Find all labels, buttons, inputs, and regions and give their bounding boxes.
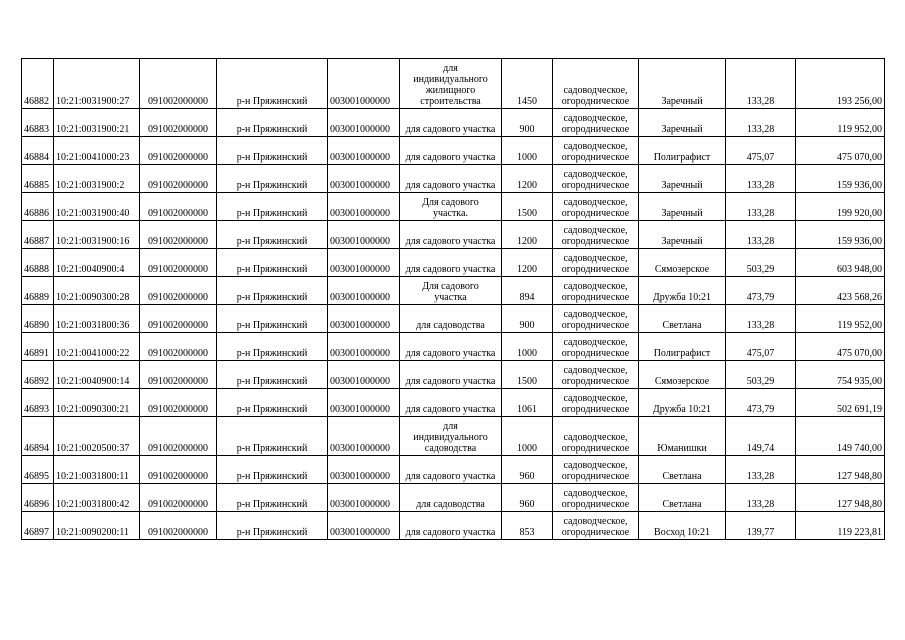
oktmo-code-cell: 091002000000 — [140, 277, 217, 305]
area-value-cell: 1200 — [502, 249, 553, 277]
table-row — [22, 165, 885, 193]
permitted-use-line: для садового участка — [405, 180, 496, 191]
cadastral-number-cell: 10:21:0041000:23 — [54, 137, 140, 165]
permitted-use-line: для садового участка — [405, 404, 496, 415]
area-value-cell: 853 — [502, 512, 553, 540]
land-category-cell — [553, 389, 639, 417]
permitted-use-line: для садового участка — [405, 376, 496, 387]
district-name-cell: р-н Пряжинский — [217, 512, 328, 540]
land-category-cell — [553, 512, 639, 540]
land-category-cell — [553, 59, 639, 109]
land-category-cell — [553, 193, 639, 221]
area-value-cell: 1000 — [502, 333, 553, 361]
cadastral-value-cell: 119 952,00 — [796, 305, 885, 333]
area-value-cell: 1450 — [502, 59, 553, 109]
kladr-code-cell: 003001000000 — [328, 361, 400, 389]
table-row — [22, 221, 885, 249]
land-category-cell — [553, 361, 639, 389]
land-category-cell — [553, 417, 639, 456]
oktmo-code-cell: 091002000000 — [140, 456, 217, 484]
cadastral-number-cell: 10:21:0031900:2 — [54, 165, 140, 193]
cadastral-number-cell: 10:21:0031900:21 — [54, 109, 140, 137]
land-category-line: садоводческое, — [563, 516, 628, 527]
permitted-use-line: индивидуального — [413, 432, 488, 443]
specific-rate-cell: 133,28 — [726, 456, 796, 484]
table-row — [22, 333, 885, 361]
land-category-line: садоводческое, — [563, 169, 628, 180]
settlement-name-cell: Светлана — [639, 305, 726, 333]
specific-rate-cell: 475,07 — [726, 137, 796, 165]
permitted-use-cell — [400, 361, 502, 389]
specific-rate-cell: 133,28 — [726, 165, 796, 193]
oktmo-code-cell: 091002000000 — [140, 221, 217, 249]
permitted-use-line: участка. — [433, 208, 468, 219]
cadastral-value-cell: 119 952,00 — [796, 109, 885, 137]
land-category-line: садоводческое, — [563, 488, 628, 499]
district-name-cell: р-н Пряжинский — [217, 109, 328, 137]
row-number-cell: 46883 — [22, 109, 54, 137]
permitted-use-line: для садоводства — [416, 499, 485, 510]
land-category-line: огородническое — [561, 443, 630, 454]
specific-rate-cell: 503,29 — [726, 249, 796, 277]
land-category-cell — [553, 249, 639, 277]
specific-rate-cell: 473,79 — [726, 389, 796, 417]
row-number-cell: 46895 — [22, 456, 54, 484]
kladr-code-cell: 003001000000 — [328, 137, 400, 165]
area-value-cell: 1200 — [502, 221, 553, 249]
cadastral-value-cell: 603 948,00 — [796, 249, 885, 277]
area-value-cell: 960 — [502, 456, 553, 484]
district-name-cell: р-н Пряжинский — [217, 456, 328, 484]
land-category-line: садоводческое, — [563, 337, 628, 348]
kladr-code-cell: 003001000000 — [328, 484, 400, 512]
table-row — [22, 59, 885, 109]
permitted-use-line: для садового участка — [405, 264, 496, 275]
area-value-cell: 900 — [502, 305, 553, 333]
settlement-name-cell: Полиграфист — [639, 333, 726, 361]
kladr-code-cell: 003001000000 — [328, 389, 400, 417]
row-number-cell: 46897 — [22, 512, 54, 540]
table-row — [22, 277, 885, 305]
settlement-name-cell: Светлана — [639, 484, 726, 512]
cadastral-number-cell: 10:21:0031900:40 — [54, 193, 140, 221]
land-category-line: огородническое — [561, 499, 630, 510]
table-row — [22, 389, 885, 417]
table-row — [22, 249, 885, 277]
settlement-name-cell: Юманишки — [639, 417, 726, 456]
settlement-name-cell: Заречный — [639, 165, 726, 193]
table-row — [22, 137, 885, 165]
permitted-use-cell — [400, 333, 502, 361]
land-category-line: огородническое — [561, 404, 630, 415]
specific-rate-cell: 133,28 — [726, 109, 796, 137]
land-category-line: садоводческое, — [563, 432, 628, 443]
land-category-line: садоводческое, — [563, 85, 628, 96]
cadastral-number-cell: 10:21:0031800:42 — [54, 484, 140, 512]
kladr-code-cell: 003001000000 — [328, 333, 400, 361]
land-category-line: садоводческое, — [563, 460, 628, 471]
permitted-use-line: Для садового — [422, 197, 479, 208]
permitted-use-line: Для садового — [422, 281, 479, 292]
district-name-cell: р-н Пряжинский — [217, 165, 328, 193]
permitted-use-cell — [400, 484, 502, 512]
kladr-code-cell: 003001000000 — [328, 221, 400, 249]
area-value-cell: 1000 — [502, 137, 553, 165]
district-name-cell: р-н Пряжинский — [217, 389, 328, 417]
permitted-use-cell — [400, 193, 502, 221]
oktmo-code-cell: 091002000000 — [140, 305, 217, 333]
land-category-cell — [553, 277, 639, 305]
settlement-name-cell: Заречный — [639, 221, 726, 249]
kladr-code-cell: 003001000000 — [328, 417, 400, 456]
permitted-use-cell — [400, 389, 502, 417]
settlement-name-cell: Полиграфист — [639, 137, 726, 165]
kladr-code-cell: 003001000000 — [328, 193, 400, 221]
settlement-name-cell: Сямозерское — [639, 361, 726, 389]
specific-rate-cell: 139,77 — [726, 512, 796, 540]
permitted-use-cell — [400, 456, 502, 484]
registry-body — [22, 59, 885, 540]
oktmo-code-cell: 091002000000 — [140, 417, 217, 456]
cadastral-value-cell: 754 935,00 — [796, 361, 885, 389]
land-category-cell — [553, 456, 639, 484]
row-number-cell: 46894 — [22, 417, 54, 456]
cadastral-value-cell: 127 948,80 — [796, 484, 885, 512]
permitted-use-line: для садового участка — [405, 152, 496, 163]
specific-rate-cell: 475,07 — [726, 333, 796, 361]
permitted-use-cell — [400, 109, 502, 137]
land-category-line: садоводческое, — [563, 365, 628, 376]
kladr-code-cell: 003001000000 — [328, 512, 400, 540]
cadastral-value-cell: 119 223,81 — [796, 512, 885, 540]
cadastral-value-cell: 149 740,00 — [796, 417, 885, 456]
land-category-line: огородническое — [561, 180, 630, 191]
cadastral-value-cell: 475 070,00 — [796, 137, 885, 165]
cadastral-number-cell: 10:21:0031800:36 — [54, 305, 140, 333]
settlement-name-cell: Восход 10:21 — [639, 512, 726, 540]
oktmo-code-cell: 091002000000 — [140, 109, 217, 137]
district-name-cell: р-н Пряжинский — [217, 137, 328, 165]
land-category-line: садоводческое, — [563, 309, 628, 320]
permitted-use-cell — [400, 305, 502, 333]
land-category-cell — [553, 137, 639, 165]
area-value-cell: 894 — [502, 277, 553, 305]
district-name-cell: р-н Пряжинский — [217, 333, 328, 361]
permitted-use-line: для садового участка — [405, 527, 496, 538]
row-number-cell: 46891 — [22, 333, 54, 361]
cadastral-number-cell: 10:21:0090200:11 — [54, 512, 140, 540]
table-row — [22, 417, 885, 456]
specific-rate-cell: 133,28 — [726, 221, 796, 249]
row-number-cell: 46885 — [22, 165, 54, 193]
permitted-use-line: для садового участка — [405, 236, 496, 247]
land-category-cell — [553, 333, 639, 361]
cadastral-number-cell: 10:21:0040900:4 — [54, 249, 140, 277]
permitted-use-line: для — [443, 421, 458, 432]
land-category-line: садоводческое, — [563, 225, 628, 236]
kladr-code-cell: 003001000000 — [328, 277, 400, 305]
permitted-use-line: для садоводства — [416, 320, 485, 331]
specific-rate-cell: 133,28 — [726, 59, 796, 109]
cadastral-number-cell: 10:21:0020500:37 — [54, 417, 140, 456]
district-name-cell: р-н Пряжинский — [217, 277, 328, 305]
kladr-code-cell: 003001000000 — [328, 109, 400, 137]
cadastral-number-cell: 10:21:0031900:16 — [54, 221, 140, 249]
specific-rate-cell: 473,79 — [726, 277, 796, 305]
district-name-cell: р-н Пряжинский — [217, 484, 328, 512]
land-category-line: огородническое — [561, 124, 630, 135]
settlement-name-cell: Светлана — [639, 456, 726, 484]
settlement-name-cell: Заречный — [639, 109, 726, 137]
land-category-cell — [553, 484, 639, 512]
table-row — [22, 361, 885, 389]
permitted-use-line: для садового участка — [405, 124, 496, 135]
settlement-name-cell: Дружба 10:21 — [639, 389, 726, 417]
permitted-use-cell — [400, 221, 502, 249]
land-category-line: садоводческое, — [563, 281, 628, 292]
permitted-use-line: для садового участка — [405, 348, 496, 359]
cadastral-value-cell: 502 691,19 — [796, 389, 885, 417]
district-name-cell: р-н Пряжинский — [217, 305, 328, 333]
row-number-cell: 46892 — [22, 361, 54, 389]
oktmo-code-cell: 091002000000 — [140, 137, 217, 165]
specific-rate-cell: 133,28 — [726, 193, 796, 221]
cadastral-value-cell: 159 936,00 — [796, 165, 885, 193]
permitted-use-line: индивидуального — [413, 74, 488, 85]
area-value-cell: 1061 — [502, 389, 553, 417]
kladr-code-cell: 003001000000 — [328, 165, 400, 193]
oktmo-code-cell: 091002000000 — [140, 249, 217, 277]
cadastral-number-cell: 10:21:0031800:11 — [54, 456, 140, 484]
cadastral-number-cell: 10:21:0040900:14 — [54, 361, 140, 389]
land-category-line: огородническое — [561, 320, 630, 331]
specific-rate-cell: 133,28 — [726, 484, 796, 512]
settlement-name-cell: Заречный — [639, 193, 726, 221]
permitted-use-cell — [400, 277, 502, 305]
land-category-line: садоводческое, — [563, 141, 628, 152]
land-category-cell — [553, 221, 639, 249]
district-name-cell: р-н Пряжинский — [217, 361, 328, 389]
land-category-line: огородническое — [561, 471, 630, 482]
land-category-line: огородническое — [561, 152, 630, 163]
row-number-cell: 46882 — [22, 59, 54, 109]
land-category-line: огородническое — [561, 376, 630, 387]
cadastral-number-cell: 10:21:0031900:27 — [54, 59, 140, 109]
oktmo-code-cell: 091002000000 — [140, 389, 217, 417]
specific-rate-cell: 503,29 — [726, 361, 796, 389]
oktmo-code-cell: 091002000000 — [140, 193, 217, 221]
land-category-line: садоводческое, — [563, 393, 628, 404]
area-value-cell: 1000 — [502, 417, 553, 456]
permitted-use-cell — [400, 512, 502, 540]
cadastral-value-cell: 199 920,00 — [796, 193, 885, 221]
area-value-cell: 900 — [502, 109, 553, 137]
kladr-code-cell: 003001000000 — [328, 456, 400, 484]
district-name-cell: р-н Пряжинский — [217, 249, 328, 277]
area-value-cell: 960 — [502, 484, 553, 512]
cadastral-number-cell: 10:21:0041000:22 — [54, 333, 140, 361]
permitted-use-line: участка — [434, 292, 467, 303]
cadastral-number-cell: 10:21:0090300:28 — [54, 277, 140, 305]
oktmo-code-cell: 091002000000 — [140, 59, 217, 109]
land-category-line: садоводческое, — [563, 113, 628, 124]
district-name-cell: р-н Пряжинский — [217, 417, 328, 456]
permitted-use-line: для садового участка — [405, 471, 496, 482]
row-number-cell: 46896 — [22, 484, 54, 512]
row-number-cell: 46887 — [22, 221, 54, 249]
area-value-cell: 1200 — [502, 165, 553, 193]
area-value-cell: 1500 — [502, 361, 553, 389]
oktmo-code-cell: 091002000000 — [140, 361, 217, 389]
land-category-line: огородническое — [561, 236, 630, 247]
kladr-code-cell: 003001000000 — [328, 305, 400, 333]
kladr-code-cell: 003001000000 — [328, 249, 400, 277]
cadastral-number-cell: 10:21:0090300:21 — [54, 389, 140, 417]
oktmo-code-cell: 091002000000 — [140, 512, 217, 540]
specific-rate-cell: 149,74 — [726, 417, 796, 456]
land-category-line: огородническое — [561, 292, 630, 303]
land-category-line: огородническое — [561, 348, 630, 359]
table-row — [22, 484, 885, 512]
cadastral-value-cell: 159 936,00 — [796, 221, 885, 249]
land-category-line: огородническое — [561, 208, 630, 219]
table-row — [22, 109, 885, 137]
land-category-cell — [553, 305, 639, 333]
table-row — [22, 512, 885, 540]
row-number-cell: 46888 — [22, 249, 54, 277]
row-number-cell: 46889 — [22, 277, 54, 305]
permitted-use-line: жилищного — [425, 85, 476, 96]
cadastral-value-cell: 475 070,00 — [796, 333, 885, 361]
district-name-cell: р-н Пряжинский — [217, 221, 328, 249]
land-category-line: садоводческое, — [563, 253, 628, 264]
land-category-line: огородническое — [561, 264, 630, 275]
oktmo-code-cell: 091002000000 — [140, 333, 217, 361]
district-name-cell: р-н Пряжинский — [217, 193, 328, 221]
row-number-cell: 46886 — [22, 193, 54, 221]
land-category-line: огородническое — [561, 96, 630, 107]
row-number-cell: 46884 — [22, 137, 54, 165]
permitted-use-line: для — [443, 63, 458, 74]
permitted-use-cell — [400, 59, 502, 109]
land-registry-sheet — [21, 58, 885, 540]
land-category-cell — [553, 109, 639, 137]
cadastral-value-cell: 423 568,26 — [796, 277, 885, 305]
oktmo-code-cell: 091002000000 — [140, 484, 217, 512]
cadastral-value-cell: 127 948,80 — [796, 456, 885, 484]
settlement-name-cell: Сямозерское — [639, 249, 726, 277]
table-row — [22, 305, 885, 333]
permitted-use-line: садоводства — [424, 443, 477, 454]
permitted-use-cell — [400, 165, 502, 193]
area-value-cell: 1500 — [502, 193, 553, 221]
permitted-use-cell — [400, 417, 502, 456]
permitted-use-line: строительства — [420, 96, 481, 107]
district-name-cell: р-н Пряжинский — [217, 59, 328, 109]
land-registry-table — [21, 58, 885, 540]
row-number-cell: 46893 — [22, 389, 54, 417]
row-number-cell: 46890 — [22, 305, 54, 333]
permitted-use-cell — [400, 137, 502, 165]
cadastral-value-cell: 193 256,00 — [796, 59, 885, 109]
settlement-name-cell: Заречный — [639, 59, 726, 109]
table-row — [22, 193, 885, 221]
table-row — [22, 456, 885, 484]
permitted-use-cell — [400, 249, 502, 277]
land-category-cell — [553, 165, 639, 193]
land-category-line: садоводческое, — [563, 197, 628, 208]
land-category-line: огородническое — [561, 527, 630, 538]
specific-rate-cell: 133,28 — [726, 305, 796, 333]
kladr-code-cell: 003001000000 — [328, 59, 400, 109]
oktmo-code-cell: 091002000000 — [140, 165, 217, 193]
settlement-name-cell: Дружба 10:21 — [639, 277, 726, 305]
